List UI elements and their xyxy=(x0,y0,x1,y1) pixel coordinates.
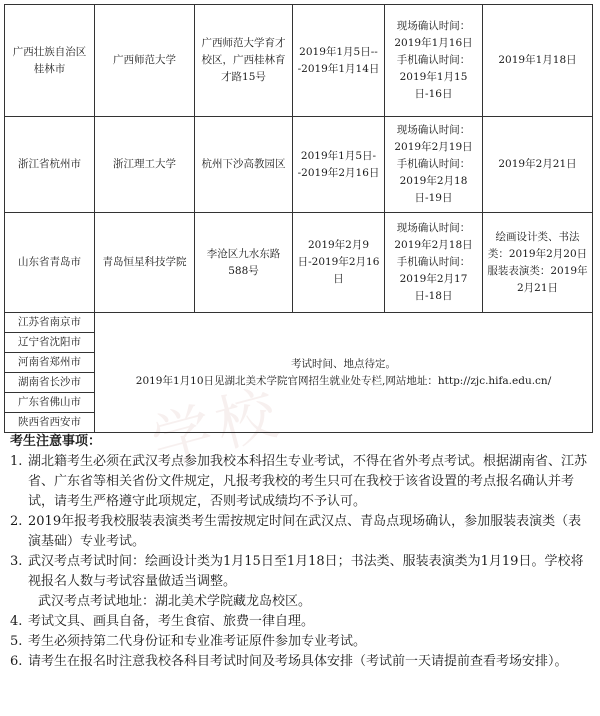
website-note: 2019年1月10日见湖北美术学院官网招生就业处专栏,网站地址：http://zjc.hifa.edu.cn/ xyxy=(135,374,552,387)
note-number: 2. xyxy=(10,514,23,529)
table-row xyxy=(5,117,593,213)
note-item xyxy=(10,592,590,612)
table-row xyxy=(5,313,593,333)
note-item xyxy=(10,552,590,592)
note-item xyxy=(10,632,590,652)
confirm-time-cell: 现场确认时间：2019年1月16日 手机确认时间：2019年1月15日-16日 xyxy=(385,5,483,117)
note-number: 5. xyxy=(10,634,23,649)
city-cell: 陕西省西安市 xyxy=(5,413,95,433)
pending-info-cell xyxy=(95,313,593,433)
note-text: 武汉考点考试地址：湖北美术学院藏龙岛校区。 xyxy=(38,594,312,609)
address-cell: 广西师范大学育才校区，广西桂林育才路15号 xyxy=(195,5,293,117)
note-text: 考生必须持第二代身份证和专业准考证原件参加专业考试。 xyxy=(28,634,367,649)
city-cell: 辽宁省沈阳市 xyxy=(5,333,95,353)
note-text: 湖北籍考生必须在武汉考点参加我校本科招生专业考试，不得在省外考点考试。根据湖南省、江苏省、广东省等相关省份文件规定，凡报考我校的考生只可在我校于该省设置的考点报名确认并考试，请考生严格遵守此项规定，否则考试成绩均不予认可。 xyxy=(28,454,588,509)
note-item xyxy=(10,452,590,512)
note-number: 3. xyxy=(10,554,23,569)
exam-time-cell: 2019年1月18日 xyxy=(483,5,593,117)
table-row xyxy=(5,213,593,313)
watermark: 学校 xyxy=(144,376,291,479)
city-cell: 湖南省长沙市 xyxy=(5,373,95,393)
city-cell: 河南省郑州市 xyxy=(5,353,95,373)
region-cell: 山东省青岛市 xyxy=(5,213,95,313)
signup-time-cell: 2019年1月5日--2019年2月16日 xyxy=(293,117,385,213)
address-cell: 李沧区九水东路588号 xyxy=(195,213,293,313)
exam-schedule-table xyxy=(4,4,593,433)
signup-time-cell: 2019年1月5日---2019年1月14日 xyxy=(293,5,385,117)
confirm-time-cell: 现场确认时间：2019年2月18日 手机确认时间：2019年2月17日-18日 xyxy=(385,213,483,313)
address-cell: 杭州下沙高教园区 xyxy=(195,117,293,213)
table-row xyxy=(5,5,593,117)
signup-time-cell: 2019年2月9日-2019年2月16日 xyxy=(293,213,385,313)
notes-title: 考生注意事项： xyxy=(10,434,102,449)
school-cell: 广西师范大学 xyxy=(95,5,195,117)
school-cell: 浙江理工大学 xyxy=(95,117,195,213)
note-text: 请考生在报名时注意我校各科目考试时间及考场具体安排（考试前一天请提前查看考场安排）。 xyxy=(28,654,568,669)
exam-time-cell: 绘画设计类、书法类：2019年2月20日 服装表演类：2019年2月21日 xyxy=(483,213,593,313)
note-text: 武汉考点考试时间：绘画设计类为1月15日至1月18日；书法类、服装表演类为1月19日。学校将视报名人数与考试容量做适当调整。 xyxy=(28,554,584,589)
region-cell: 浙江省杭州市 xyxy=(5,117,95,213)
region-cell: 广西壮族自治区桂林市 xyxy=(5,5,95,117)
exam-time-cell: 2019年2月21日 xyxy=(483,117,593,213)
note-item xyxy=(10,652,590,672)
confirm-time-cell: 现场确认时间：2019年2月19日 手机确认时间：2019年2月18日-19日 xyxy=(385,117,483,213)
school-cell: 青岛恒星科技学院 xyxy=(95,213,195,313)
note-number: 6. xyxy=(10,654,23,669)
note-item xyxy=(10,612,590,632)
note-item xyxy=(10,512,590,552)
note-text: 考试文具、画具自备，考生食宿、旅费一律自理。 xyxy=(28,614,315,629)
note-number: 4. xyxy=(10,614,23,629)
note-text: 2019年报考我校服装表演类考生需按规定时间在武汉点、青岛点现场确认，参加服装表演类（表演基础）专业考试。 xyxy=(28,514,582,549)
pending-note: 考试时间、地点待定。 xyxy=(291,357,396,370)
notes-section xyxy=(10,432,590,672)
city-cell: 广东省佛山市 xyxy=(5,393,95,413)
city-cell: 江苏省南京市 xyxy=(5,313,95,333)
note-number: 1. xyxy=(10,454,23,469)
